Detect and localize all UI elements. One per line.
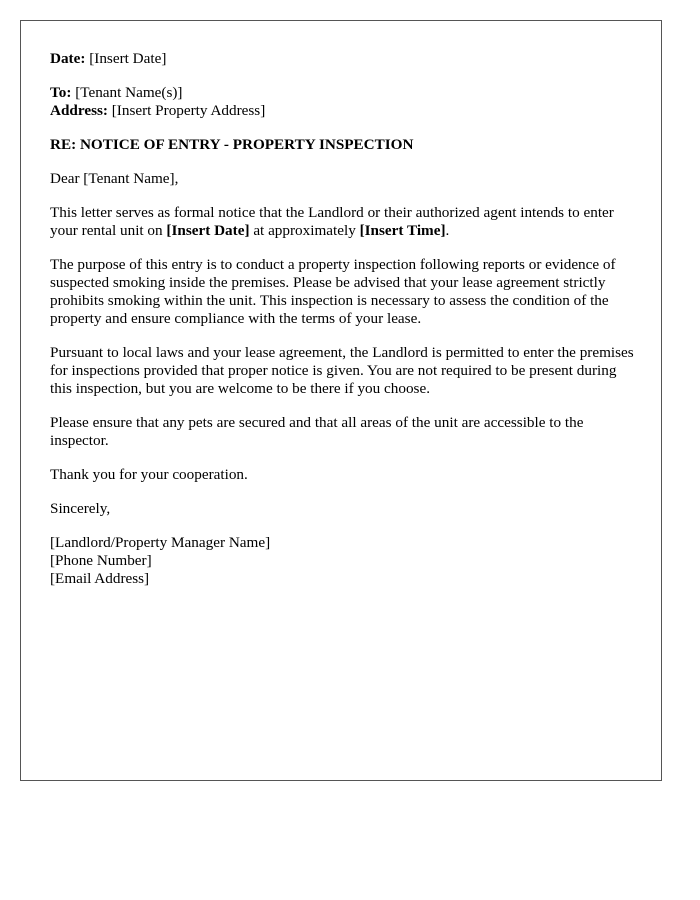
letter-content bbox=[50, 50, 640, 588]
signature-phone: [Phone Number] bbox=[50, 552, 152, 569]
to-line bbox=[50, 84, 640, 102]
salutation: Dear [Tenant Name], bbox=[50, 170, 179, 187]
signature-email: [Email Address] bbox=[50, 570, 150, 587]
signature-name: [Landlord/Property Manager Name] bbox=[50, 534, 271, 551]
address-label: Address: bbox=[50, 102, 108, 119]
notice-text-a: This letter serves as formal notice that the Landlord or their authorized agent intends to enter your rental unit on bbox=[50, 204, 614, 239]
address-line bbox=[50, 102, 640, 120]
to-label: To: bbox=[50, 84, 72, 101]
subject-line: RE: NOTICE OF ENTRY - PROPERTY INSPECTION bbox=[50, 136, 414, 153]
paragraph-notice bbox=[50, 204, 640, 240]
paragraph-pets: Please ensure that any pets are secured and that all areas of the unit are accessible to the inspector. bbox=[50, 414, 584, 449]
thanks-line: Thank you for your cooperation. bbox=[50, 466, 248, 483]
notice-text-b: at approximately bbox=[249, 222, 360, 239]
address-value: [Insert Property Address] bbox=[111, 102, 266, 119]
letter-page bbox=[20, 20, 662, 781]
notice-date: [Insert Date] bbox=[166, 222, 250, 239]
to-value: [Tenant Name(s)] bbox=[75, 84, 183, 101]
date-line bbox=[50, 50, 640, 68]
paragraph-legal: Pursuant to local laws and your lease agreement, the Landlord is permitted to enter the premises for inspections provided that proper notice is given. You are not required to be present during this inspection, but you are welcome to be there if you choose. bbox=[50, 344, 634, 397]
closing-line: Sincerely, bbox=[50, 500, 111, 517]
notice-text-c: . bbox=[445, 222, 450, 239]
paragraph-purpose: The purpose of this entry is to conduct a property inspection following reports or evidence of suspected smoking inside the premises. Please be advised that your lease agreement strictly prohibits smoking within the unit. This inspection is necessary to assess the condition of the property and ensure compliance with the terms of your lease. bbox=[50, 256, 616, 327]
date-label: Date: bbox=[50, 50, 86, 67]
notice-time: [Insert Time] bbox=[359, 222, 446, 239]
date-value: [Insert Date] bbox=[89, 50, 167, 67]
